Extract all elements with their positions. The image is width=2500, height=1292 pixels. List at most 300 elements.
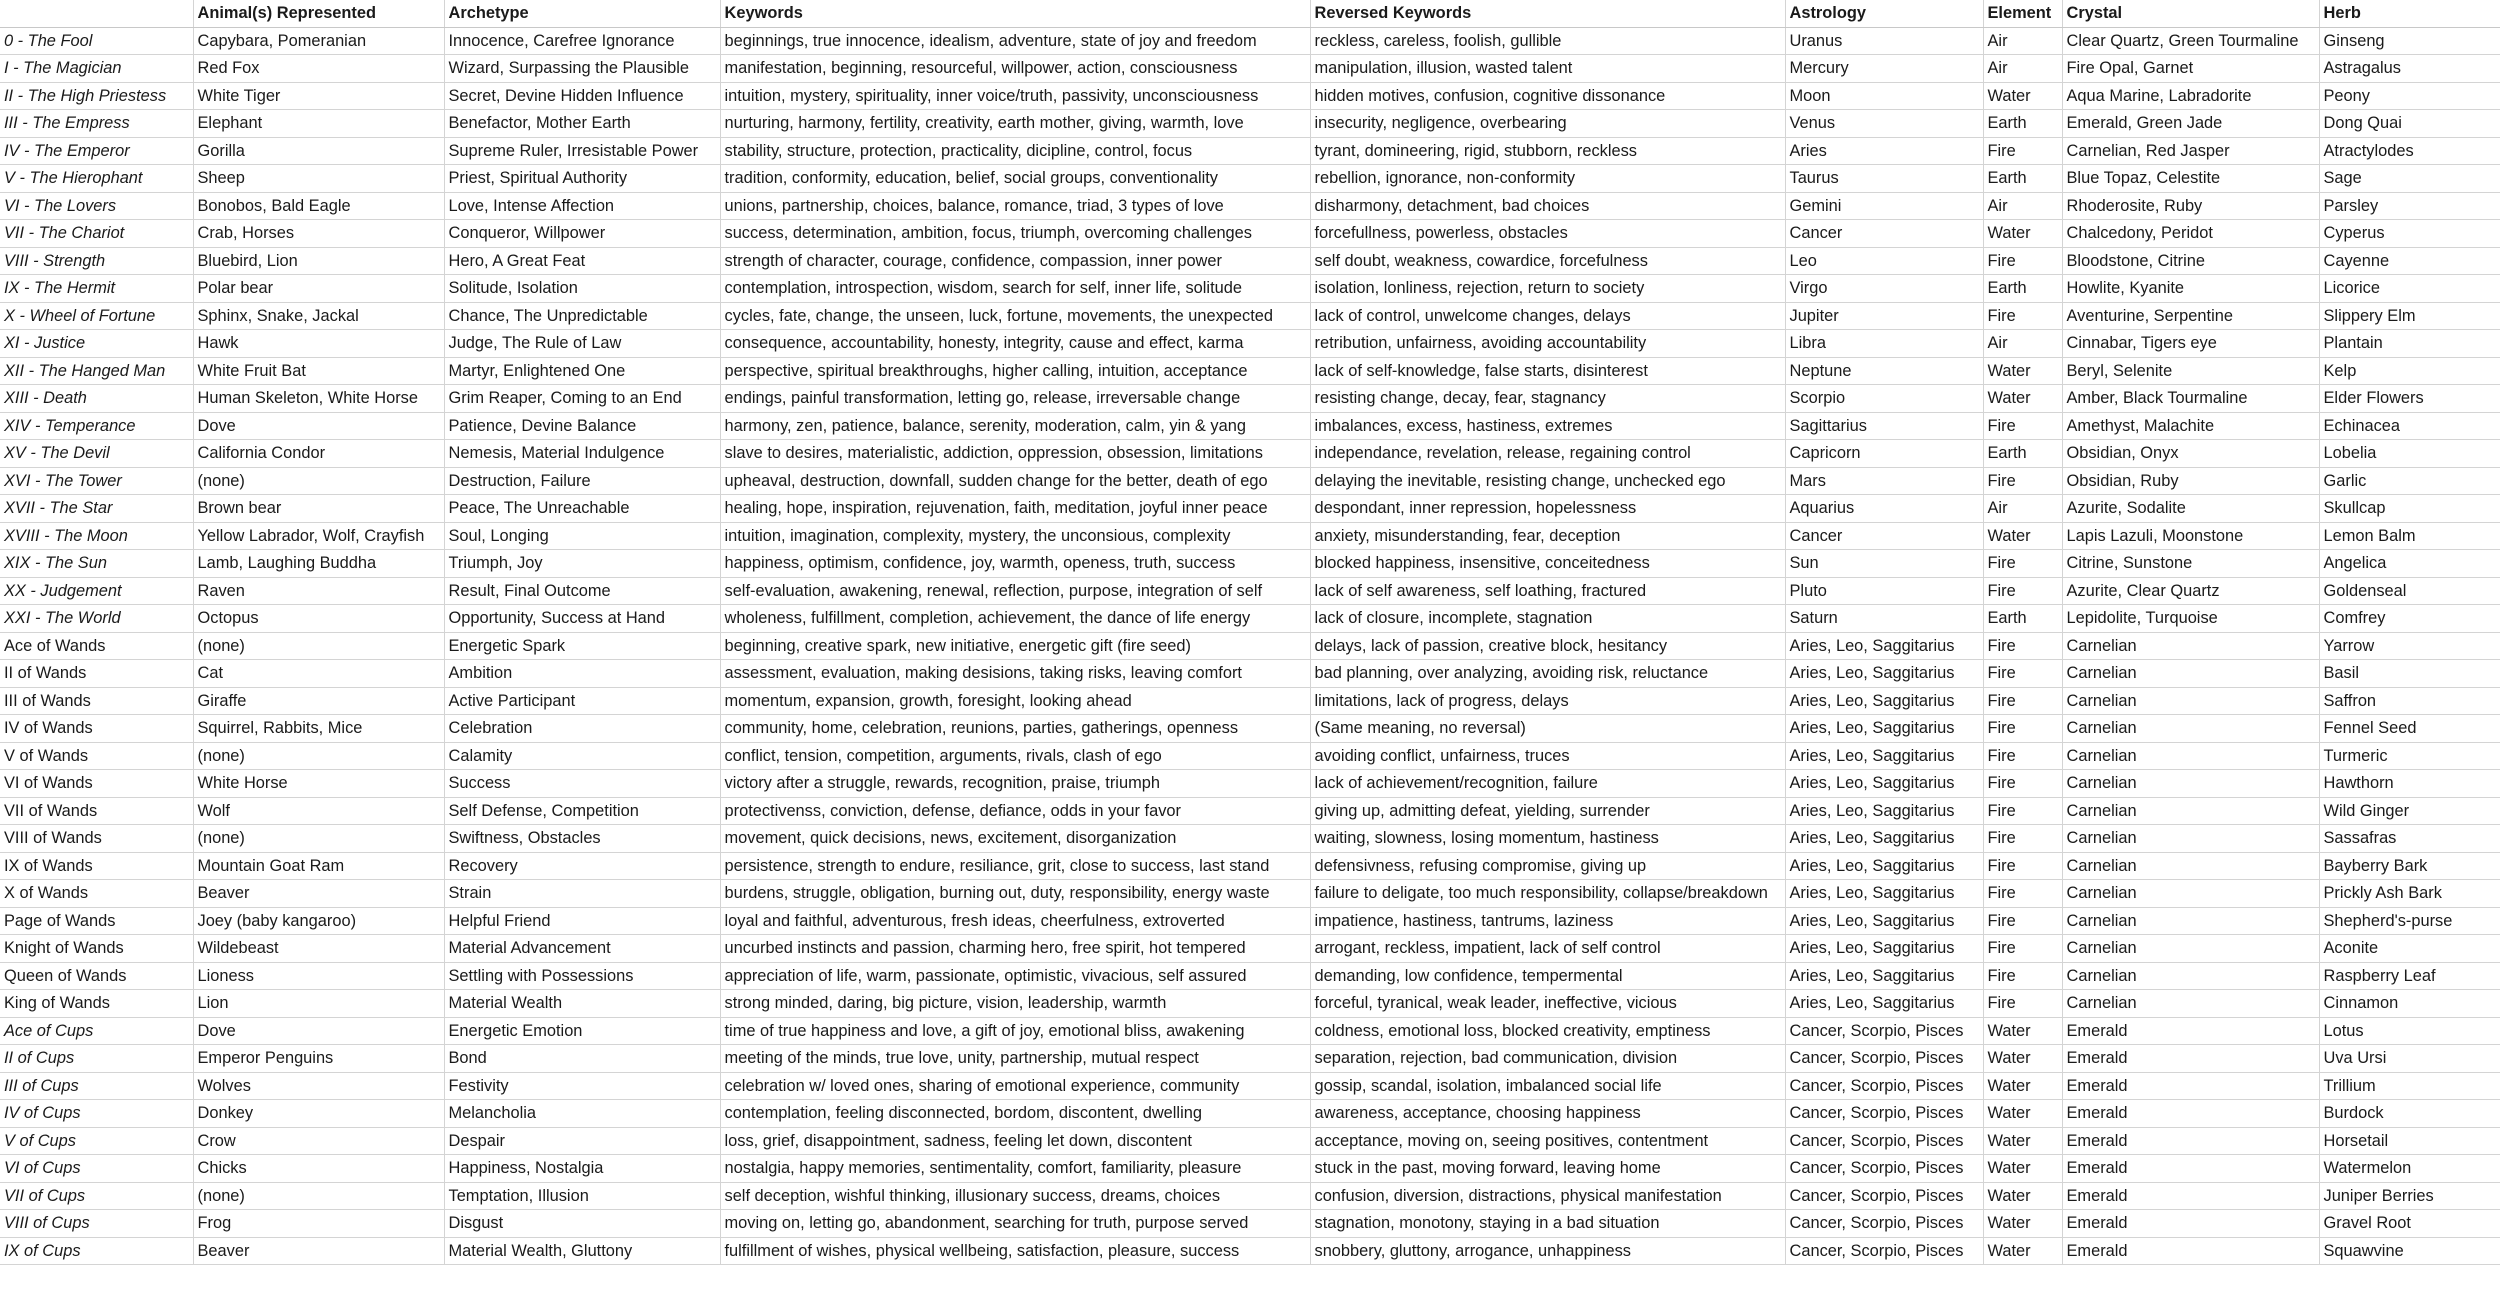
cell-reversed-keywords[interactable]: reckless, careless, foolish, gullible bbox=[1310, 27, 1785, 55]
cell-card[interactable]: V of Cups bbox=[0, 1127, 193, 1155]
cell-reversed-keywords[interactable]: arrogant, reckless, impatient, lack of self control bbox=[1310, 935, 1785, 963]
cell-card[interactable]: X - Wheel of Fortune bbox=[0, 302, 193, 330]
cell-card[interactable]: Page of Wands bbox=[0, 907, 193, 935]
cell-element[interactable]: Fire bbox=[1983, 302, 2062, 330]
cell-reversed-keywords[interactable]: delaying the inevitable, resisting change, unchecked ego bbox=[1310, 467, 1785, 495]
cell-card[interactable]: Ace of Wands bbox=[0, 632, 193, 660]
cell-reversed-keywords[interactable]: limitations, lack of progress, delays bbox=[1310, 687, 1785, 715]
cell-herb[interactable]: Slippery Elm bbox=[2319, 302, 2500, 330]
cell-reversed-keywords[interactable]: lack of self-knowledge, false starts, disinterest bbox=[1310, 357, 1785, 385]
cell-reversed-keywords[interactable]: rebellion, ignorance, non-conformity bbox=[1310, 165, 1785, 193]
cell-herb[interactable]: Parsley bbox=[2319, 192, 2500, 220]
cell-crystal[interactable]: Fire Opal, Garnet bbox=[2062, 55, 2319, 83]
cell-card[interactable]: IV of Wands bbox=[0, 715, 193, 743]
cell-keywords[interactable]: loss, grief, disappointment, sadness, feeling let down, discontent bbox=[720, 1127, 1310, 1155]
cell-element[interactable]: Fire bbox=[1983, 687, 2062, 715]
header-archetype[interactable]: Archetype bbox=[444, 0, 720, 27]
cell-astrology[interactable]: Neptune bbox=[1785, 357, 1983, 385]
cell-crystal[interactable]: Carnelian bbox=[2062, 935, 2319, 963]
cell-animal[interactable]: White Fruit Bat bbox=[193, 357, 444, 385]
cell-card[interactable]: IV of Cups bbox=[0, 1100, 193, 1128]
cell-herb[interactable]: Cinnamon bbox=[2319, 990, 2500, 1018]
cell-astrology[interactable]: Cancer, Scorpio, Pisces bbox=[1785, 1100, 1983, 1128]
cell-crystal[interactable]: Carnelian bbox=[2062, 770, 2319, 798]
cell-reversed-keywords[interactable]: forceful, tyranical, weak leader, ineffective, vicious bbox=[1310, 990, 1785, 1018]
cell-card[interactable]: VIII - Strength bbox=[0, 247, 193, 275]
cell-reversed-keywords[interactable]: acceptance, moving on, seeing positives, contentment bbox=[1310, 1127, 1785, 1155]
cell-animal[interactable]: (none) bbox=[193, 742, 444, 770]
cell-archetype[interactable]: Temptation, Illusion bbox=[444, 1182, 720, 1210]
cell-archetype[interactable]: Energetic Emotion bbox=[444, 1017, 720, 1045]
cell-crystal[interactable]: Lepidolite, Turquoise bbox=[2062, 605, 2319, 633]
cell-archetype[interactable]: Opportunity, Success at Hand bbox=[444, 605, 720, 633]
cell-archetype[interactable]: Soul, Longing bbox=[444, 522, 720, 550]
cell-herb[interactable]: Horsetail bbox=[2319, 1127, 2500, 1155]
cell-animal[interactable]: Wolves bbox=[193, 1072, 444, 1100]
cell-animal[interactable]: Lion bbox=[193, 990, 444, 1018]
cell-element[interactable]: Earth bbox=[1983, 605, 2062, 633]
cell-reversed-keywords[interactable]: self doubt, weakness, cowardice, forcefulness bbox=[1310, 247, 1785, 275]
cell-crystal[interactable]: Chalcedony, Peridot bbox=[2062, 220, 2319, 248]
cell-archetype[interactable]: Happiness, Nostalgia bbox=[444, 1155, 720, 1183]
cell-reversed-keywords[interactable]: tyrant, domineering, rigid, stubborn, reckless bbox=[1310, 137, 1785, 165]
cell-archetype[interactable]: Melancholia bbox=[444, 1100, 720, 1128]
cell-herb[interactable]: Aconite bbox=[2319, 935, 2500, 963]
cell-astrology[interactable]: Aries, Leo, Saggitarius bbox=[1785, 770, 1983, 798]
cell-herb[interactable]: Burdock bbox=[2319, 1100, 2500, 1128]
cell-crystal[interactable]: Carnelian bbox=[2062, 715, 2319, 743]
cell-herb[interactable]: Kelp bbox=[2319, 357, 2500, 385]
cell-card[interactable]: IX of Wands bbox=[0, 852, 193, 880]
cell-astrology[interactable]: Venus bbox=[1785, 110, 1983, 138]
cell-element[interactable]: Water bbox=[1983, 1100, 2062, 1128]
cell-element[interactable]: Earth bbox=[1983, 165, 2062, 193]
cell-astrology[interactable]: Cancer, Scorpio, Pisces bbox=[1785, 1017, 1983, 1045]
cell-astrology[interactable]: Aries, Leo, Saggitarius bbox=[1785, 990, 1983, 1018]
cell-reversed-keywords[interactable]: stagnation, monotony, staying in a bad situation bbox=[1310, 1210, 1785, 1238]
cell-card[interactable]: VI of Wands bbox=[0, 770, 193, 798]
cell-astrology[interactable]: Aries, Leo, Saggitarius bbox=[1785, 907, 1983, 935]
cell-card[interactable]: XXI - The World bbox=[0, 605, 193, 633]
cell-card[interactable]: XIV - Temperance bbox=[0, 412, 193, 440]
cell-herb[interactable]: Wild Ginger bbox=[2319, 797, 2500, 825]
cell-animal[interactable]: Bonobos, Bald Eagle bbox=[193, 192, 444, 220]
cell-archetype[interactable]: Nemesis, Material Indulgence bbox=[444, 440, 720, 468]
cell-herb[interactable]: Peony bbox=[2319, 82, 2500, 110]
cell-element[interactable]: Earth bbox=[1983, 110, 2062, 138]
cell-archetype[interactable]: Chance, The Unpredictable bbox=[444, 302, 720, 330]
cell-card[interactable]: XVIII - The Moon bbox=[0, 522, 193, 550]
cell-element[interactable]: Fire bbox=[1983, 935, 2062, 963]
cell-keywords[interactable]: wholeness, fulfillment, completion, achievement, the dance of life energy bbox=[720, 605, 1310, 633]
cell-crystal[interactable]: Emerald bbox=[2062, 1017, 2319, 1045]
cell-keywords[interactable]: movement, quick decisions, news, excitement, disorganization bbox=[720, 825, 1310, 853]
cell-element[interactable]: Water bbox=[1983, 1210, 2062, 1238]
cell-archetype[interactable]: Calamity bbox=[444, 742, 720, 770]
cell-archetype[interactable]: Festivity bbox=[444, 1072, 720, 1100]
cell-reversed-keywords[interactable]: lack of control, unwelcome changes, delays bbox=[1310, 302, 1785, 330]
cell-keywords[interactable]: consequence, accountability, honesty, integrity, cause and effect, karma bbox=[720, 330, 1310, 358]
cell-card[interactable]: IX - The Hermit bbox=[0, 275, 193, 303]
cell-card[interactable]: III - The Empress bbox=[0, 110, 193, 138]
cell-animal[interactable]: Hawk bbox=[193, 330, 444, 358]
cell-archetype[interactable]: Triumph, Joy bbox=[444, 550, 720, 578]
cell-element[interactable]: Water bbox=[1983, 1182, 2062, 1210]
cell-animal[interactable]: Wolf bbox=[193, 797, 444, 825]
cell-card[interactable]: 0 - The Fool bbox=[0, 27, 193, 55]
cell-card[interactable]: Queen of Wands bbox=[0, 962, 193, 990]
cell-astrology[interactable]: Jupiter bbox=[1785, 302, 1983, 330]
cell-keywords[interactable]: beginning, creative spark, new initiative, energetic gift (fire seed) bbox=[720, 632, 1310, 660]
cell-reversed-keywords[interactable]: snobbery, gluttony, arrogance, unhappiness bbox=[1310, 1237, 1785, 1265]
cell-crystal[interactable]: Emerald bbox=[2062, 1127, 2319, 1155]
cell-archetype[interactable]: Peace, The Unreachable bbox=[444, 495, 720, 523]
cell-element[interactable]: Water bbox=[1983, 82, 2062, 110]
cell-herb[interactable]: Lemon Balm bbox=[2319, 522, 2500, 550]
cell-animal[interactable]: (none) bbox=[193, 1182, 444, 1210]
cell-archetype[interactable]: Recovery bbox=[444, 852, 720, 880]
cell-archetype[interactable]: Destruction, Failure bbox=[444, 467, 720, 495]
cell-herb[interactable]: Trillium bbox=[2319, 1072, 2500, 1100]
cell-element[interactable]: Fire bbox=[1983, 825, 2062, 853]
cell-herb[interactable]: Angelica bbox=[2319, 550, 2500, 578]
cell-astrology[interactable]: Sun bbox=[1785, 550, 1983, 578]
cell-animal[interactable]: Lioness bbox=[193, 962, 444, 990]
cell-element[interactable]: Air bbox=[1983, 330, 2062, 358]
cell-astrology[interactable]: Aries bbox=[1785, 137, 1983, 165]
cell-crystal[interactable]: Emerald bbox=[2062, 1210, 2319, 1238]
cell-element[interactable]: Fire bbox=[1983, 962, 2062, 990]
cell-herb[interactable]: Uva Ursi bbox=[2319, 1045, 2500, 1073]
cell-crystal[interactable]: Aventurine, Serpentine bbox=[2062, 302, 2319, 330]
cell-reversed-keywords[interactable]: confusion, diversion, distractions, physical manifestation bbox=[1310, 1182, 1785, 1210]
cell-crystal[interactable]: Carnelian bbox=[2062, 852, 2319, 880]
cell-keywords[interactable]: happiness, optimism, confidence, joy, warmth, openess, truth, success bbox=[720, 550, 1310, 578]
cell-reversed-keywords[interactable]: separation, rejection, bad communication, division bbox=[1310, 1045, 1785, 1073]
cell-reversed-keywords[interactable]: despondant, inner repression, hopelessness bbox=[1310, 495, 1785, 523]
cell-herb[interactable]: Cayenne bbox=[2319, 247, 2500, 275]
cell-crystal[interactable]: Cinnabar, Tigers eye bbox=[2062, 330, 2319, 358]
cell-crystal[interactable]: Carnelian bbox=[2062, 797, 2319, 825]
cell-animal[interactable]: Cat bbox=[193, 660, 444, 688]
cell-archetype[interactable]: Hero, A Great Feat bbox=[444, 247, 720, 275]
cell-astrology[interactable]: Aries, Leo, Saggitarius bbox=[1785, 852, 1983, 880]
cell-keywords[interactable]: contemplation, feeling disconnected, bordom, discontent, dwelling bbox=[720, 1100, 1310, 1128]
cell-animal[interactable]: Raven bbox=[193, 577, 444, 605]
cell-card[interactable]: King of Wands bbox=[0, 990, 193, 1018]
cell-keywords[interactable]: strength of character, courage, confidence, compassion, inner power bbox=[720, 247, 1310, 275]
cell-crystal[interactable]: Obsidian, Ruby bbox=[2062, 467, 2319, 495]
cell-astrology[interactable]: Leo bbox=[1785, 247, 1983, 275]
cell-crystal[interactable]: Carnelian bbox=[2062, 990, 2319, 1018]
cell-archetype[interactable]: Secret, Devine Hidden Influence bbox=[444, 82, 720, 110]
cell-reversed-keywords[interactable]: retribution, unfairness, avoiding accountability bbox=[1310, 330, 1785, 358]
cell-astrology[interactable]: Sagittarius bbox=[1785, 412, 1983, 440]
cell-herb[interactable]: Goldenseal bbox=[2319, 577, 2500, 605]
cell-card[interactable]: VII of Wands bbox=[0, 797, 193, 825]
cell-astrology[interactable]: Aries, Leo, Saggitarius bbox=[1785, 962, 1983, 990]
cell-keywords[interactable]: victory after a struggle, rewards, recognition, praise, triumph bbox=[720, 770, 1310, 798]
cell-animal[interactable]: Wildebeast bbox=[193, 935, 444, 963]
cell-card[interactable]: XVI - The Tower bbox=[0, 467, 193, 495]
cell-keywords[interactable]: beginnings, true innocence, idealism, adventure, state of joy and freedom bbox=[720, 27, 1310, 55]
cell-reversed-keywords[interactable]: (Same meaning, no reversal) bbox=[1310, 715, 1785, 743]
cell-keywords[interactable]: meeting of the minds, true love, unity, partnership, mutual respect bbox=[720, 1045, 1310, 1073]
cell-archetype[interactable]: Conqueror, Willpower bbox=[444, 220, 720, 248]
cell-animal[interactable]: White Tiger bbox=[193, 82, 444, 110]
cell-element[interactable]: Fire bbox=[1983, 467, 2062, 495]
cell-herb[interactable]: Watermelon bbox=[2319, 1155, 2500, 1183]
header-card[interactable] bbox=[0, 0, 193, 27]
cell-animal[interactable]: Mountain Goat Ram bbox=[193, 852, 444, 880]
cell-animal[interactable]: Elephant bbox=[193, 110, 444, 138]
cell-reversed-keywords[interactable]: lack of closure, incomplete, stagnation bbox=[1310, 605, 1785, 633]
cell-card[interactable]: VIII of Wands bbox=[0, 825, 193, 853]
cell-reversed-keywords[interactable]: avoiding conflict, unfairness, truces bbox=[1310, 742, 1785, 770]
cell-animal[interactable]: Joey (baby kangaroo) bbox=[193, 907, 444, 935]
cell-animal[interactable]: (none) bbox=[193, 467, 444, 495]
cell-element[interactable]: Water bbox=[1983, 385, 2062, 413]
cell-archetype[interactable]: Ambition bbox=[444, 660, 720, 688]
cell-element[interactable]: Water bbox=[1983, 1045, 2062, 1073]
cell-keywords[interactable]: protectivenss, conviction, defense, defiance, odds in your favor bbox=[720, 797, 1310, 825]
cell-element[interactable]: Fire bbox=[1983, 852, 2062, 880]
cell-crystal[interactable]: Carnelian bbox=[2062, 907, 2319, 935]
cell-animal[interactable]: Sheep bbox=[193, 165, 444, 193]
cell-animal[interactable]: Dove bbox=[193, 412, 444, 440]
cell-card[interactable]: Ace of Cups bbox=[0, 1017, 193, 1045]
cell-keywords[interactable]: upheaval, destruction, downfall, sudden change for the better, death of ego bbox=[720, 467, 1310, 495]
cell-element[interactable]: Water bbox=[1983, 1155, 2062, 1183]
cell-reversed-keywords[interactable]: lack of self awareness, self loathing, fractured bbox=[1310, 577, 1785, 605]
cell-reversed-keywords[interactable]: stuck in the past, moving forward, leaving home bbox=[1310, 1155, 1785, 1183]
cell-crystal[interactable]: Azurite, Clear Quartz bbox=[2062, 577, 2319, 605]
cell-archetype[interactable]: Grim Reaper, Coming to an End bbox=[444, 385, 720, 413]
cell-herb[interactable]: Gravel Root bbox=[2319, 1210, 2500, 1238]
cell-element[interactable]: Water bbox=[1983, 1237, 2062, 1265]
cell-archetype[interactable]: Love, Intense Affection bbox=[444, 192, 720, 220]
cell-card[interactable]: Knight of Wands bbox=[0, 935, 193, 963]
cell-card[interactable]: VII of Cups bbox=[0, 1182, 193, 1210]
cell-archetype[interactable]: Material Advancement bbox=[444, 935, 720, 963]
cell-reversed-keywords[interactable]: independance, revelation, release, regaining control bbox=[1310, 440, 1785, 468]
cell-archetype[interactable]: Celebration bbox=[444, 715, 720, 743]
cell-archetype[interactable]: Wizard, Surpassing the Plausible bbox=[444, 55, 720, 83]
cell-element[interactable]: Air bbox=[1983, 55, 2062, 83]
header-astrology[interactable]: Astrology bbox=[1785, 0, 1983, 27]
cell-reversed-keywords[interactable]: forcefullness, powerless, obstacles bbox=[1310, 220, 1785, 248]
cell-card[interactable]: II of Cups bbox=[0, 1045, 193, 1073]
cell-reversed-keywords[interactable]: disharmony, detachment, bad choices bbox=[1310, 192, 1785, 220]
cell-astrology[interactable]: Aries, Leo, Saggitarius bbox=[1785, 880, 1983, 908]
cell-element[interactable]: Fire bbox=[1983, 880, 2062, 908]
cell-animal[interactable]: Donkey bbox=[193, 1100, 444, 1128]
cell-astrology[interactable]: Cancer, Scorpio, Pisces bbox=[1785, 1237, 1983, 1265]
cell-herb[interactable]: Skullcap bbox=[2319, 495, 2500, 523]
cell-animal[interactable]: Human Skeleton, White Horse bbox=[193, 385, 444, 413]
cell-reversed-keywords[interactable]: anxiety, misunderstanding, fear, deception bbox=[1310, 522, 1785, 550]
cell-card[interactable]: X of Wands bbox=[0, 880, 193, 908]
cell-herb[interactable]: Bayberry Bark bbox=[2319, 852, 2500, 880]
cell-crystal[interactable]: Blue Topaz, Celestite bbox=[2062, 165, 2319, 193]
cell-keywords[interactable]: healing, hope, inspiration, rejuvenation, faith, meditation, joyful inner peace bbox=[720, 495, 1310, 523]
cell-archetype[interactable]: Active Participant bbox=[444, 687, 720, 715]
cell-astrology[interactable]: Mercury bbox=[1785, 55, 1983, 83]
cell-animal[interactable]: California Condor bbox=[193, 440, 444, 468]
cell-keywords[interactable]: endings, painful transformation, letting go, release, irreversable change bbox=[720, 385, 1310, 413]
cell-astrology[interactable]: Scorpio bbox=[1785, 385, 1983, 413]
cell-keywords[interactable]: celebration w/ loved ones, sharing of emotional experience, community bbox=[720, 1072, 1310, 1100]
cell-astrology[interactable]: Cancer bbox=[1785, 220, 1983, 248]
cell-reversed-keywords[interactable]: lack of achievement/recognition, failure bbox=[1310, 770, 1785, 798]
cell-crystal[interactable]: Beryl, Selenite bbox=[2062, 357, 2319, 385]
cell-astrology[interactable]: Moon bbox=[1785, 82, 1983, 110]
cell-crystal[interactable]: Carnelian, Red Jasper bbox=[2062, 137, 2319, 165]
cell-reversed-keywords[interactable]: hidden motives, confusion, cognitive dissonance bbox=[1310, 82, 1785, 110]
cell-keywords[interactable]: conflict, tension, competition, arguments, rivals, clash of ego bbox=[720, 742, 1310, 770]
cell-astrology[interactable]: Cancer, Scorpio, Pisces bbox=[1785, 1072, 1983, 1100]
cell-element[interactable]: Fire bbox=[1983, 797, 2062, 825]
cell-keywords[interactable]: loyal and faithful, adventurous, fresh ideas, cheerfulness, extroverted bbox=[720, 907, 1310, 935]
cell-card[interactable]: IX of Cups bbox=[0, 1237, 193, 1265]
cell-card[interactable]: III of Wands bbox=[0, 687, 193, 715]
cell-keywords[interactable]: persistence, strength to endure, resiliance, grit, close to success, last stand bbox=[720, 852, 1310, 880]
cell-crystal[interactable]: Amethyst, Malachite bbox=[2062, 412, 2319, 440]
cell-keywords[interactable]: uncurbed instincts and passion, charming hero, free spirit, hot tempered bbox=[720, 935, 1310, 963]
cell-archetype[interactable]: Result, Final Outcome bbox=[444, 577, 720, 605]
cell-reversed-keywords[interactable]: giving up, admitting defeat, yielding, surrender bbox=[1310, 797, 1785, 825]
cell-keywords[interactable]: self-evaluation, awakening, renewal, reflection, purpose, integration of self bbox=[720, 577, 1310, 605]
cell-card[interactable]: XX - Judgement bbox=[0, 577, 193, 605]
cell-element[interactable]: Fire bbox=[1983, 907, 2062, 935]
cell-card[interactable]: II of Wands bbox=[0, 660, 193, 688]
cell-herb[interactable]: Squawvine bbox=[2319, 1237, 2500, 1265]
cell-element[interactable]: Earth bbox=[1983, 275, 2062, 303]
cell-astrology[interactable]: Aries, Leo, Saggitarius bbox=[1785, 742, 1983, 770]
cell-astrology[interactable]: Aries, Leo, Saggitarius bbox=[1785, 687, 1983, 715]
cell-keywords[interactable]: self deception, wishful thinking, illusionary success, dreams, choices bbox=[720, 1182, 1310, 1210]
cell-element[interactable]: Fire bbox=[1983, 660, 2062, 688]
cell-crystal[interactable]: Amber, Black Tourmaline bbox=[2062, 385, 2319, 413]
cell-animal[interactable]: Capybara, Pomeranian bbox=[193, 27, 444, 55]
cell-element[interactable]: Fire bbox=[1983, 990, 2062, 1018]
cell-animal[interactable]: Beaver bbox=[193, 1237, 444, 1265]
cell-keywords[interactable]: contemplation, introspection, wisdom, search for self, inner life, solitude bbox=[720, 275, 1310, 303]
cell-crystal[interactable]: Carnelian bbox=[2062, 660, 2319, 688]
cell-element[interactable]: Water bbox=[1983, 1072, 2062, 1100]
cell-animal[interactable]: Octopus bbox=[193, 605, 444, 633]
cell-archetype[interactable]: Self Defense, Competition bbox=[444, 797, 720, 825]
cell-element[interactable]: Fire bbox=[1983, 742, 2062, 770]
cell-astrology[interactable]: Cancer, Scorpio, Pisces bbox=[1785, 1045, 1983, 1073]
cell-card[interactable]: XII - The Hanged Man bbox=[0, 357, 193, 385]
cell-crystal[interactable]: Howlite, Kyanite bbox=[2062, 275, 2319, 303]
cell-element[interactable]: Air bbox=[1983, 27, 2062, 55]
cell-keywords[interactable]: moving on, letting go, abandonment, searching for truth, purpose served bbox=[720, 1210, 1310, 1238]
cell-keywords[interactable]: slave to desires, materialistic, addiction, oppression, obsession, limitations bbox=[720, 440, 1310, 468]
cell-element[interactable]: Fire bbox=[1983, 137, 2062, 165]
cell-crystal[interactable]: Carnelian bbox=[2062, 825, 2319, 853]
cell-keywords[interactable]: appreciation of life, warm, passionate, optimistic, vivacious, self assured bbox=[720, 962, 1310, 990]
cell-archetype[interactable]: Material Wealth, Gluttony bbox=[444, 1237, 720, 1265]
cell-element[interactable]: Fire bbox=[1983, 770, 2062, 798]
cell-astrology[interactable]: Mars bbox=[1785, 467, 1983, 495]
cell-animal[interactable]: Chicks bbox=[193, 1155, 444, 1183]
header-herb[interactable]: Herb bbox=[2319, 0, 2500, 27]
cell-astrology[interactable]: Saturn bbox=[1785, 605, 1983, 633]
cell-card[interactable]: I - The Magician bbox=[0, 55, 193, 83]
cell-reversed-keywords[interactable]: delays, lack of passion, creative block, hesitancy bbox=[1310, 632, 1785, 660]
cell-archetype[interactable]: Swiftness, Obstacles bbox=[444, 825, 720, 853]
cell-animal[interactable]: Bluebird, Lion bbox=[193, 247, 444, 275]
cell-crystal[interactable]: Clear Quartz, Green Tourmaline bbox=[2062, 27, 2319, 55]
cell-herb[interactable]: Fennel Seed bbox=[2319, 715, 2500, 743]
cell-astrology[interactable]: Pluto bbox=[1785, 577, 1983, 605]
cell-keywords[interactable]: intuition, imagination, complexity, mystery, the unconsious, complexity bbox=[720, 522, 1310, 550]
cell-herb[interactable]: Sassafras bbox=[2319, 825, 2500, 853]
cell-crystal[interactable]: Rhoderosite, Ruby bbox=[2062, 192, 2319, 220]
cell-element[interactable]: Air bbox=[1983, 192, 2062, 220]
cell-reversed-keywords[interactable]: defensivness, refusing compromise, giving up bbox=[1310, 852, 1785, 880]
cell-reversed-keywords[interactable]: imbalances, excess, hastiness, extremes bbox=[1310, 412, 1785, 440]
cell-astrology[interactable]: Aries, Leo, Saggitarius bbox=[1785, 715, 1983, 743]
cell-astrology[interactable]: Cancer, Scorpio, Pisces bbox=[1785, 1127, 1983, 1155]
cell-archetype[interactable]: Helpful Friend bbox=[444, 907, 720, 935]
cell-astrology[interactable]: Aries, Leo, Saggitarius bbox=[1785, 825, 1983, 853]
cell-herb[interactable]: Astragalus bbox=[2319, 55, 2500, 83]
cell-card[interactable]: III of Cups bbox=[0, 1072, 193, 1100]
cell-herb[interactable]: Turmeric bbox=[2319, 742, 2500, 770]
cell-herb[interactable]: Atractylodes bbox=[2319, 137, 2500, 165]
cell-keywords[interactable]: perspective, spiritual breakthroughs, higher calling, intuition, acceptance bbox=[720, 357, 1310, 385]
cell-keywords[interactable]: intuition, mystery, spirituality, inner voice/truth, passivity, unconsciousness bbox=[720, 82, 1310, 110]
cell-element[interactable]: Fire bbox=[1983, 247, 2062, 275]
cell-keywords[interactable]: fulfillment of wishes, physical wellbeing, satisfaction, pleasure, success bbox=[720, 1237, 1310, 1265]
cell-herb[interactable]: Yarrow bbox=[2319, 632, 2500, 660]
cell-animal[interactable]: Crow bbox=[193, 1127, 444, 1155]
cell-astrology[interactable]: Libra bbox=[1785, 330, 1983, 358]
cell-reversed-keywords[interactable]: insecurity, negligence, overbearing bbox=[1310, 110, 1785, 138]
cell-keywords[interactable]: cycles, fate, change, the unseen, luck, fortune, movements, the unexpected bbox=[720, 302, 1310, 330]
cell-card[interactable]: XI - Justice bbox=[0, 330, 193, 358]
header-crystal[interactable]: Crystal bbox=[2062, 0, 2319, 27]
cell-astrology[interactable]: Cancer, Scorpio, Pisces bbox=[1785, 1182, 1983, 1210]
cell-element[interactable]: Fire bbox=[1983, 577, 2062, 605]
cell-archetype[interactable]: Success bbox=[444, 770, 720, 798]
cell-keywords[interactable]: assessment, evaluation, making desisions, taking risks, leaving comfort bbox=[720, 660, 1310, 688]
header-element[interactable]: Element bbox=[1983, 0, 2062, 27]
cell-herb[interactable]: Hawthorn bbox=[2319, 770, 2500, 798]
cell-herb[interactable]: Cyperus bbox=[2319, 220, 2500, 248]
cell-crystal[interactable]: Carnelian bbox=[2062, 962, 2319, 990]
cell-keywords[interactable]: nostalgia, happy memories, sentimentality, comfort, familiarity, pleasure bbox=[720, 1155, 1310, 1183]
cell-element[interactable]: Earth bbox=[1983, 440, 2062, 468]
cell-animal[interactable]: Giraffe bbox=[193, 687, 444, 715]
cell-reversed-keywords[interactable]: blocked happiness, insensitive, conceitedness bbox=[1310, 550, 1785, 578]
cell-crystal[interactable]: Emerald bbox=[2062, 1100, 2319, 1128]
cell-crystal[interactable]: Citrine, Sunstone bbox=[2062, 550, 2319, 578]
cell-crystal[interactable]: Aqua Marine, Labradorite bbox=[2062, 82, 2319, 110]
cell-astrology[interactable]: Aries, Leo, Saggitarius bbox=[1785, 797, 1983, 825]
cell-animal[interactable]: Squirrel, Rabbits, Mice bbox=[193, 715, 444, 743]
cell-crystal[interactable]: Emerald, Green Jade bbox=[2062, 110, 2319, 138]
cell-animal[interactable]: Dove bbox=[193, 1017, 444, 1045]
cell-astrology[interactable]: Aquarius bbox=[1785, 495, 1983, 523]
cell-astrology[interactable]: Cancer, Scorpio, Pisces bbox=[1785, 1155, 1983, 1183]
cell-animal[interactable]: (none) bbox=[193, 632, 444, 660]
cell-herb[interactable]: Garlic bbox=[2319, 467, 2500, 495]
cell-element[interactable]: Air bbox=[1983, 495, 2062, 523]
